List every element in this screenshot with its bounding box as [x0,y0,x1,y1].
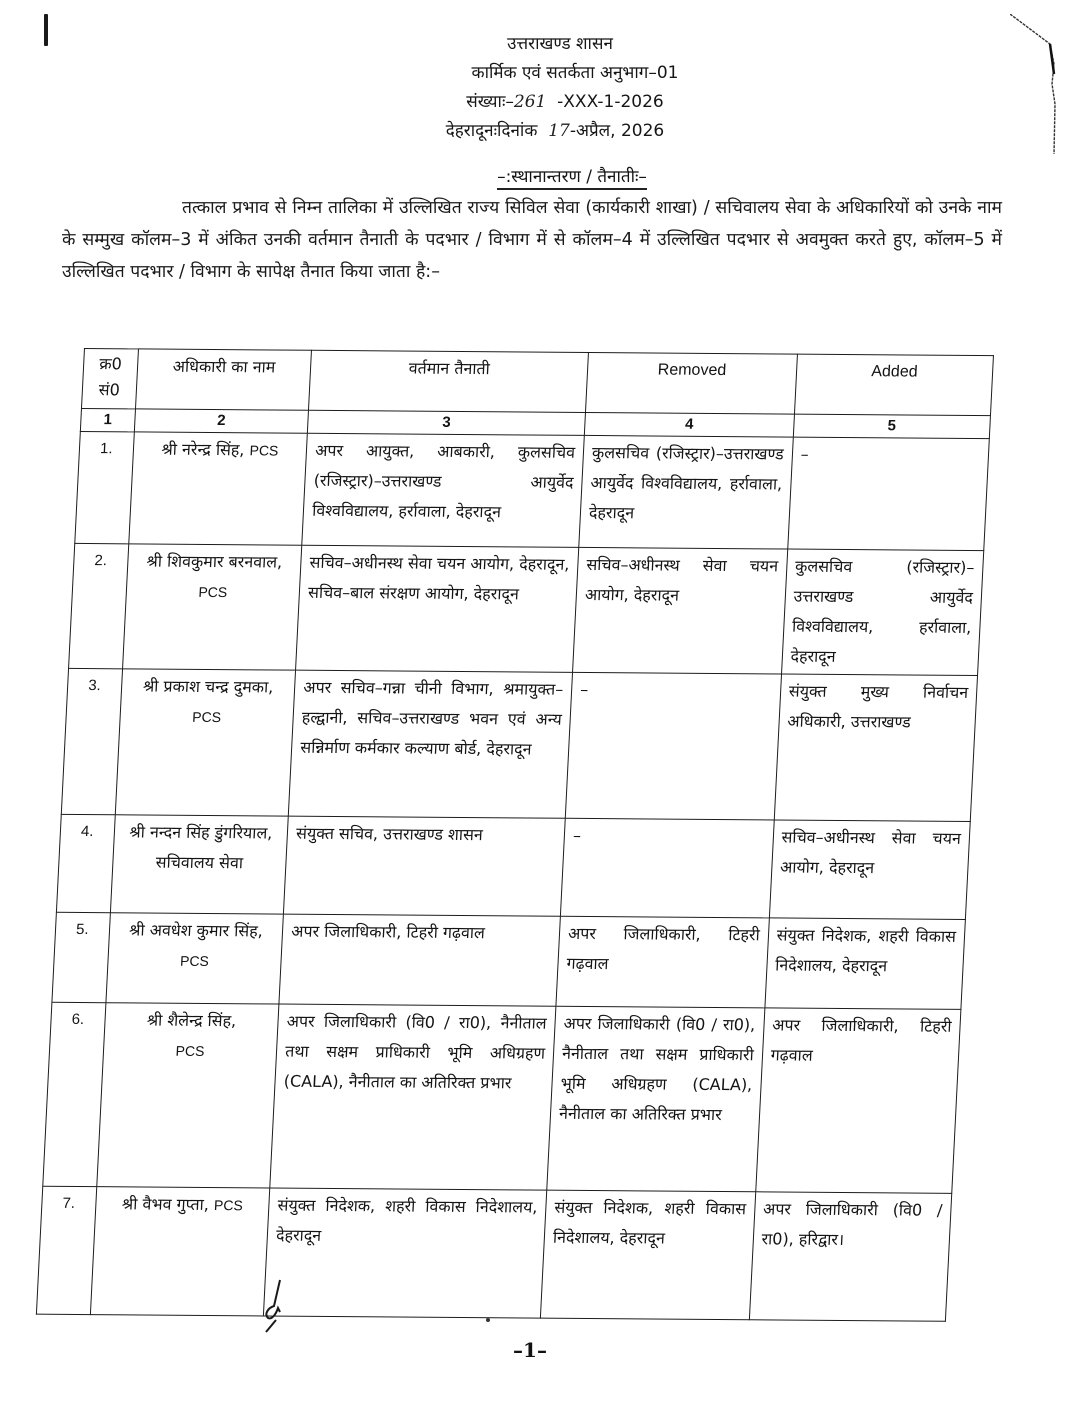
added-charge: सचिव–अधीनस्थ सेवा चयन आयोग, देहरादून [769,820,970,920]
column-number: 2 [134,409,309,433]
serial-number: 6. [43,1002,106,1186]
removed-charge: अपर जिलाधिकारी (वि0 / रा0), नैनीताल तथा सक्षम प्राधिकारी भूमि अधिग्रहण (CALA), नैनीताल का अतिरिक्त प्रभार [547,1006,765,1192]
added-charge: संयुक्त मुख्य निर्वाचन अधिकारी, उत्तराखण्ड [774,674,978,821]
column-number: 4 [584,412,794,437]
column-number: 5 [793,414,990,439]
current-posting: अपर आयुक्त, आबकारी, कुलसचिव (रजिस्ट्रार)–उत्तराखण्ड आयुर्वेद विश्वविद्यालय, हर्रावाला, देहरादून [302,433,584,547]
current-posting: अपर सचिव–गन्ना चीनी विभाग, श्रमायुक्त–हल्द्वानी, सचिव–उत्तराखण्ड भवन एवं अन्य सन्निर्माण कर्मकार कल्याण बोर्ड, देहरादून [289,670,573,818]
table-row [56,814,970,919]
postings-table-wrapper [36,348,994,1322]
reference-number [50,88,1080,117]
reference-handwritten: 261 [513,92,547,112]
service-tag: PCS [175,1042,205,1059]
header-officer-name: अधिकारी का नाम [135,349,312,410]
service-tag: PCS [249,442,279,459]
officer-name: श्री शैलेन्द्र सिंह, PCS [96,1003,279,1188]
serial-number: 3. [61,668,122,814]
header-serial-number: क्र0 सं0 [81,349,138,409]
table-row [36,1186,951,1321]
page-number: –1– [513,1338,547,1362]
intro-paragraph: तत्काल प्रभाव से निम्न तालिका में उल्लिखित राज्य सिविल सेवा (कार्यकारी शाखा) / सचिवालय सेवा के अधिकारियों को उनके नाम के सम्मुख कॉलम–3 में अंकित उनकी वर्तमान तैनाती के पदभार / विभाग में से कॉलम–4 में उल्लिखित पदभार से अवमुक्त करते हुए, कॉलम–5 में उल्लिखित पदभार / विभाग के सापेक्ष तैनात किया जाता है:– [62,198,1002,282]
reference-label: संख्याः– [466,92,514,112]
officer-name: श्री प्रकाश चन्द्र दुमका, PCS [115,669,296,816]
reference-suffix: -XXX-1-2026 [557,92,664,112]
current-posting: अपर जिलाधिकारी, टिहरी गढ़वाल [279,914,560,1006]
table-row [52,912,965,1009]
table-row [69,543,984,675]
officer-name: श्री नन्दन सिंह डुंगरियाल, सचिवालय सेवा [110,815,288,914]
serial-number: 4. [56,814,115,912]
service-tag: PCS [191,708,222,726]
document-date [30,117,1080,146]
added-charge: – [787,437,989,551]
subject-heading [32,164,1080,187]
officer-name: श्री वैभव गुप्ता, PCS [90,1187,270,1316]
document-header [0,30,1080,146]
officer-name: श्री अवधेश कुमार सिंह, PCS [106,913,284,1004]
serial-number: 1. [75,431,134,543]
header-added: Added [794,354,993,416]
service-tag: PCS [198,583,228,601]
service-tag: PCS [179,952,210,969]
current-posting: अपर जिलाधिकारी (वि0 / रा0), नैनीताल तथा सक्षम प्राधिकारी भूमि अधिग्रहण (CALA), नैनीताल का अतिरिक्त प्रभार [270,1004,556,1190]
added-charge: संयुक्त निदेशक, शहरी विकास निदेशालय, देहरादून [765,918,966,1010]
postings-table [36,348,994,1322]
date-handwritten: 17 [548,121,570,141]
removed-charge: कुलसचिव (रजिस्ट्रार)–उत्तराखण्ड आयुर्वेद विश्वविद्यालय, हर्रावाला, देहरादून [579,435,793,549]
added-charge: अपर जिलाधिकारी (वि0 / रा0), हरिद्वार। [749,1192,952,1321]
table-row [61,668,977,821]
serial-number: 2. [69,543,129,668]
serial-number: 5. [52,912,110,1002]
removed-charge: संयुक्त निदेशक, शहरी विकास निदेशालय, देहरादून [540,1190,755,1320]
serial-number: 7. [36,1186,96,1314]
table-header-row [81,349,993,416]
added-charge: अपर जिलाधिकारी, टिहरी गढ़वाल [755,1008,960,1193]
removed-charge: अपर जिलाधिकारी, टिहरी गढ़वाल [556,916,769,1008]
subject-text: –:स्थानान्तरण / तैनातीः– [497,167,647,190]
removed-charge: सचिव–अधीनस्थ सेवा चयन आयोग, देहरादून [573,547,788,674]
officer-name: श्री शिवकुमार बरनवाल, PCS [122,544,302,670]
government-title: उत्तराखण्ड शासन [507,34,613,54]
header-removed: Removed [586,352,798,414]
column-number: 3 [308,410,586,435]
current-posting: संयुक्त निदेशक, शहरी विकास निदेशालय, देहरादून [264,1188,547,1318]
header-current-posting: वर्तमान तैनाती [309,350,589,412]
date-label: देहरादूनःदिनांक [445,121,538,141]
current-posting: सचिव–अधीनस्थ सेवा चयन आयोग, देहरादून, सचिव–बाल संरक्षण आयोग, देहरादून [296,545,579,672]
table-row [75,431,990,550]
department-title: कार्मिक एवं सतर्कता अनुभाग–01 [471,63,679,83]
officer-name: श्री नरेन्द्र सिंह, PCS [128,432,307,545]
removed-charge: – [565,672,781,820]
column-number: 1 [80,408,135,431]
table-row [43,1002,961,1193]
service-tag: सचिवालय सेवा [155,852,244,873]
signature-initial-icon [258,1278,288,1334]
ink-dot [486,1318,490,1322]
added-charge: कुलसचिव (रजिस्ट्रार)–उत्तराखण्ड आयुर्वेद विश्वविद्यालय, हर्रावाला, देहरादून [781,549,983,675]
current-posting: संयुक्त सचिव, उत्तराखण्ड शासन [284,816,566,916]
removed-charge: – [560,818,774,918]
service-tag: PCS [213,1197,244,1214]
date-suffix: -अप्रैल, 2026 [569,121,665,141]
